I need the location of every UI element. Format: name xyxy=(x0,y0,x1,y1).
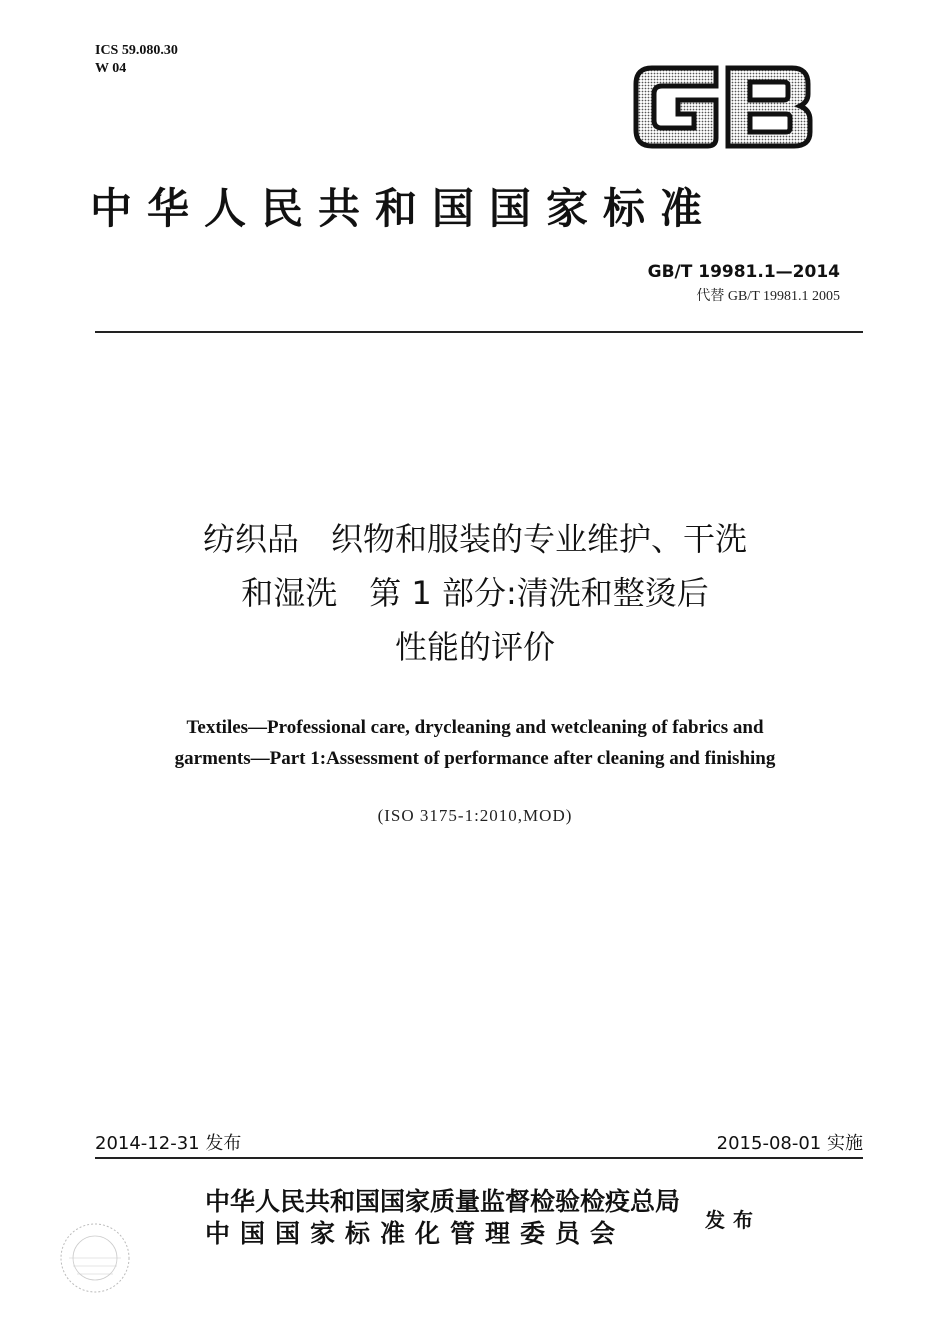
replaces-note: 代替 GB/T 19981.1 2005 xyxy=(696,289,840,304)
iso-reference: (ISO 3175-1:2010,MOD) xyxy=(377,806,573,825)
national-standard-title: 中华人民共和国国家标准 xyxy=(90,184,718,233)
english-title-line-1: Textiles—Professional care, drycleaning and wetcleaning of fabrics and xyxy=(186,717,764,738)
chinese-title-line-2: 和湿洗 第 1 部分:清洗和整烫后 xyxy=(241,574,709,612)
ccs-code: W 04 xyxy=(95,61,127,76)
footer-divider xyxy=(95,1157,863,1159)
watermark-stamp-icon xyxy=(55,1218,135,1298)
issue-date: 2014-12-31 发布 xyxy=(95,1133,242,1154)
classification-codes xyxy=(95,42,178,78)
issuer-sac: 中国国家标准化管理委员会 xyxy=(205,1219,626,1248)
implementation-date: 2015-08-01 实施 xyxy=(716,1133,863,1154)
ics-code: ICS 59.080.30 xyxy=(95,43,178,58)
header-divider xyxy=(95,331,863,333)
issuer-aqsiq: 中华人民共和国国家质量监督检验检疫总局 xyxy=(205,1187,681,1216)
chinese-title-line-3: 性能的评价 xyxy=(394,628,555,666)
standard-number: GB/T 19981.1—2014 xyxy=(647,262,840,282)
english-title xyxy=(60,712,890,774)
issuing-authorities xyxy=(205,1186,680,1250)
chinese-title xyxy=(60,512,890,674)
gb-logo xyxy=(632,60,814,152)
chinese-title-line-1: 纺织品 织物和服装的专业维护、干洗 xyxy=(202,520,747,558)
english-title-line-2: garments—Part 1:Assessment of performance after cleaning and finishing xyxy=(174,748,776,769)
publish-label: 发布 xyxy=(705,1208,761,1232)
